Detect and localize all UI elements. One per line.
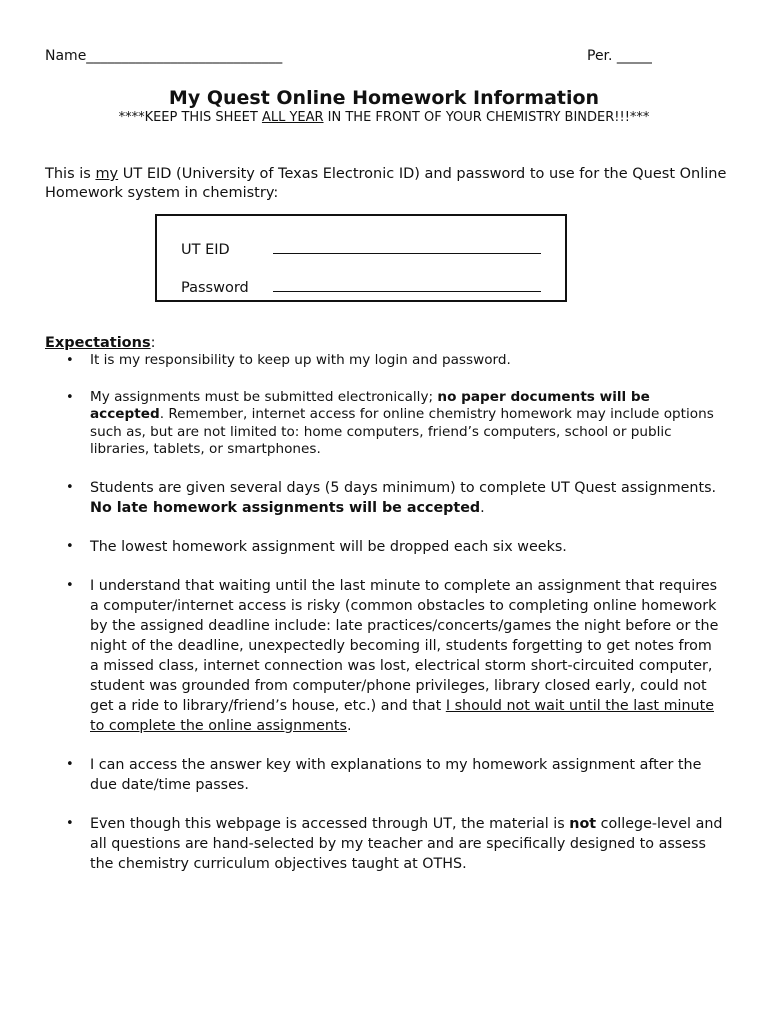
list-item-text: Even though this webpage is accessed through UT, the material is [90,815,570,832]
list-item-text: I can access the answer key with explanations to my homework assignment after the due date/time passes. [90,756,702,793]
list-item-text: . [480,499,485,516]
subtitle-pre: ****KEEP THIS SHEET [118,110,262,125]
list-item-text: It is my responsibility to keep up with my login and password. [90,352,511,368]
intro-pre: This is [45,166,96,182]
name-field-label: Name____________________________ [45,48,283,64]
document-subtitle [0,110,768,126]
bullet-icon: • [66,389,74,405]
bullet-icon: • [66,479,74,495]
list-item [45,478,725,518]
bullet-icon: • [66,756,74,772]
list-item [45,576,725,736]
list-item-underlined: I should not wait until the last minute to complete the online assignments [90,697,714,734]
list-item-text: Students are given several days (5 days minimum) to complete UT Quest assignments. [90,479,717,496]
ut-eid-blank-line [273,240,541,254]
list-item-text: . [347,717,352,734]
bullet-icon: • [66,815,74,831]
ut-eid-label: UT EID [181,242,230,258]
intro-post: UT EID (University of Texas Electronic ID) and password to use for the Quest Online Homework system in chemistry: [45,166,727,201]
subtitle-post: IN THE FRONT OF YOUR CHEMISTRY BINDER!!!*** [323,110,650,125]
list-item [45,755,725,795]
list-item-bold: not [569,815,597,832]
list-item [45,389,725,459]
list-item-text: I understand that waiting until the last minute to complete an assignment that requires a computer/internet access is risky (common obstacles to completing online homework by the assigned deadline include: late practices/concerts/games the night before or the night of the deadline, unexpectedly becoming ill, students forgetting to get notes from a missed class, internet connection was lost, electrical storm short-circuited computer, student was grounded from computer/phone privileges, library closed early, could not get a ride to library/friend’s house, etc.) and that [90,577,719,714]
list-item [45,537,725,557]
credentials-box [155,214,567,302]
intro-paragraph [45,165,735,203]
expectations-heading [45,334,156,353]
period-field-label: Per. _____ [587,48,652,64]
password-blank-line [273,278,541,292]
document-title: My Quest Online Homework Information [168,87,600,109]
intro-emphasis: my [95,166,119,182]
password-label: Password [181,280,249,296]
list-item-text: My assignments must be submitted electronically; [90,388,438,405]
subtitle-emphasis: ALL YEAR [261,110,324,125]
ut-eid-row [181,240,541,259]
list-item-text: The lowest homework assignment will be dropped each six weeks. [90,538,567,555]
password-row [181,278,541,297]
list-item-bold: No late homework assignments will be accepted [90,499,481,516]
bullet-icon: • [66,353,74,368]
list-item [45,352,725,370]
list-item [45,814,725,874]
list-item-text: college-level and all questions are hand-selected by my teacher and are specifically designed to assess the chemistry curriculum objectives taught at OTHS. [90,815,723,872]
list-item-text: . Remember, internet access for online chemistry homework may include options such as, but are not limited to: home computers, friend’s computers, school or public libraries, tablets, or smartphones. [90,406,714,457]
bullet-icon: • [66,538,74,554]
expectations-list [45,352,725,893]
expectations-heading-text: Expectations [45,335,151,351]
expectations-heading-colon: : [150,335,156,351]
bullet-icon: • [66,577,74,593]
list-item-bold: no paper documents will be accepted [90,388,650,422]
